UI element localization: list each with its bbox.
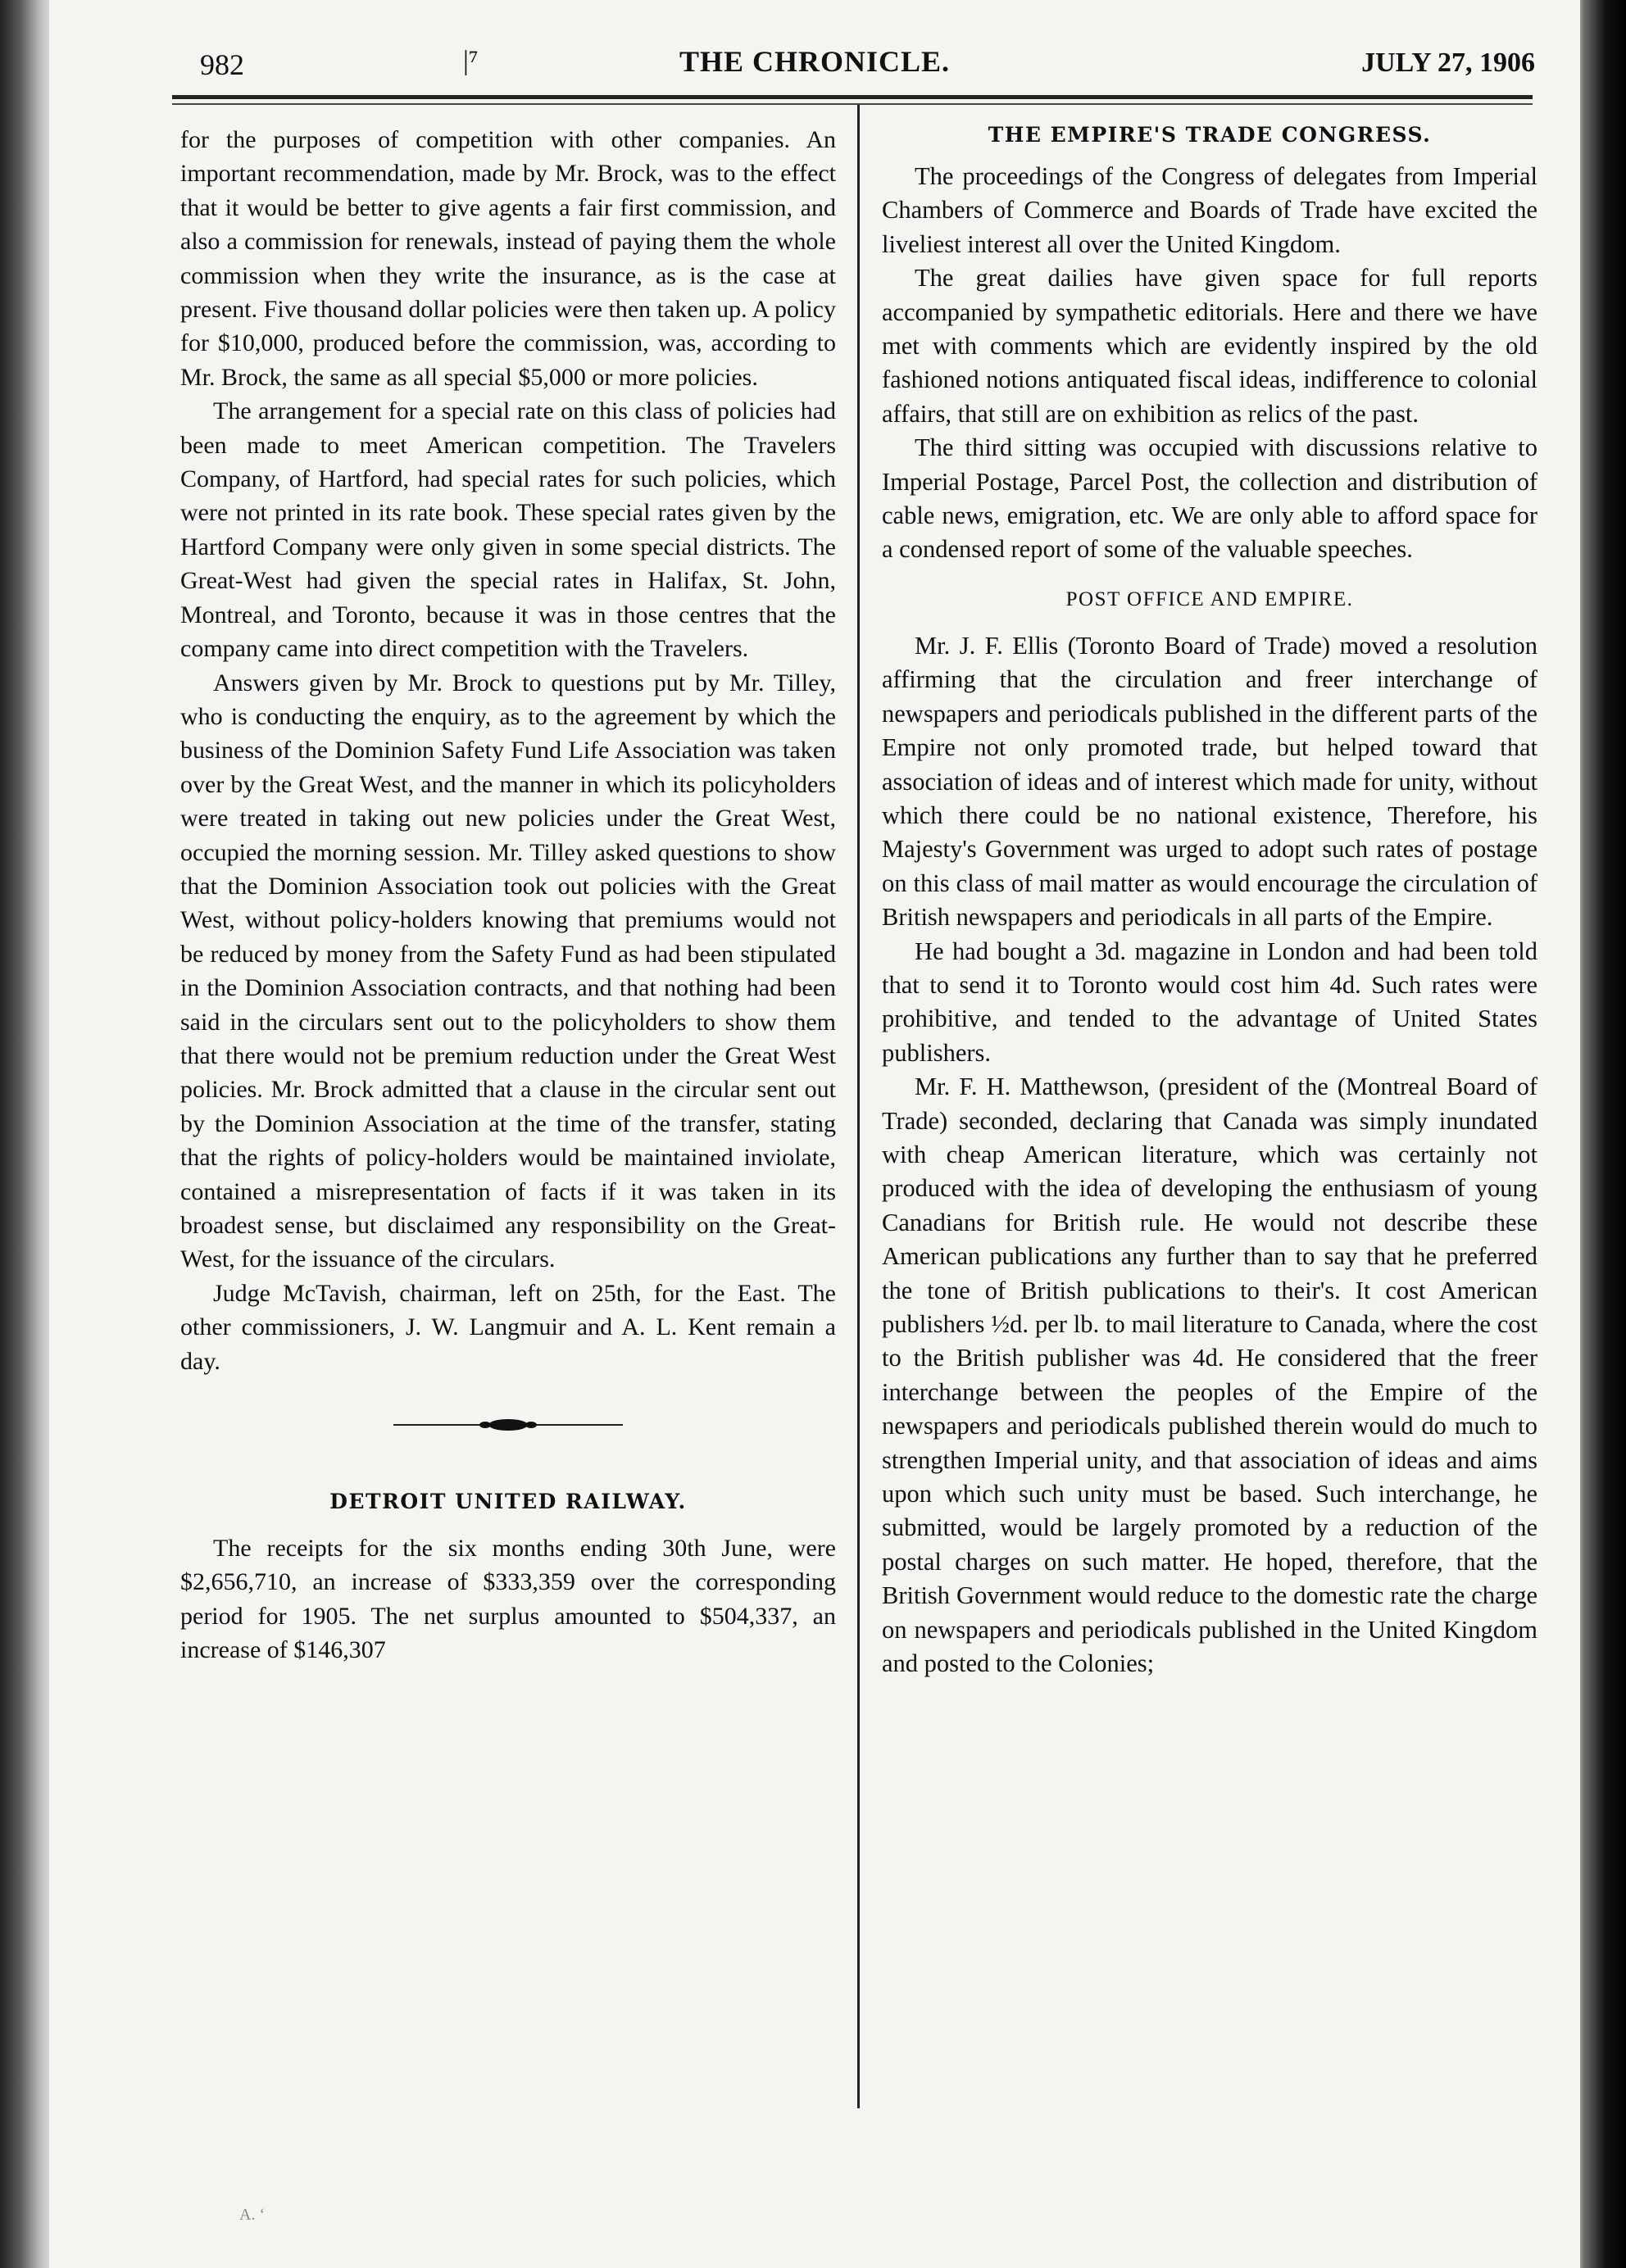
left-column (180, 123, 836, 1667)
paragraph: The proceedings of the Congress of delegates from Imperial Chambers of Commerce and Boards of Trade have excited the liveliest interest all over the United Kingdom. (882, 162, 1537, 258)
paragraph: The great dailies have given space for full reports accompanied by sympathetic editorials. Here and there we have met with comments which are evidently inspired by the old fashioned notions antiquated fiscal ideas, indifference to colonial affairs, that still are on exhibition as relics of the past. (882, 264, 1537, 428)
paragraph: Mr. F. H. Matthewson, (president of the (Montreal Board of Trade) seconded, declaring that Canada was simply inundated with cheap American literature, which was certainly not produced with the idea of developing the enthusiasm of young Canadians for British rule. He would not describe these American publications any further than to say that he preferred the tone of British publications to their's. It cost American publishers ½d. per lb. to mail literature to Canada, where the cost to the British publisher was 4d. He considered that the freer interchange between the peoples of the Empire of the newspapers and periodicals published therein would do much to strengthen Imperial unity, and that association of ideas and aims upon which such unity must be based. Such interchange, he submitted, would be largely promoted by a reduction of the postal charges on such matter. He hoped, therefore, that the British Government would reduce to the domestic rate the charge on newspapers and periodicals published in the United Kingdom and posted to the Colonies; (882, 1073, 1537, 1678)
paragraph: The receipts for the six months ending 30th June, were $2,656,710, an increase of $333,359 over the corresponding period for 1905. The net surplus amounted to $504,337, an increase of $146,307 (180, 1535, 836, 1664)
scan-edge-right (1574, 0, 1626, 2268)
column-divider (857, 105, 860, 2108)
page-number: 982 (200, 48, 244, 81)
running-head (49, 39, 1580, 88)
masthead-title: THE CHRONICLE. (679, 45, 951, 78)
paragraph: The arrangement for a special rate on this class of policies had been made to meet American competition. The Travelers Company, of Hartford, had special rates for such policies, which were not printed in its rate book. These special rates given by the Hartford Company were only given in some special districts. The Great-West had given the special rates in Halifax, St. John, Montreal, and Toronto, because it was in those centres that the company came into direct competition with the Travelers. (180, 397, 836, 663)
issue-date: JULY 27, 1906 (1361, 48, 1535, 78)
article-heading: THE EMPIRE'S TRADE CONGRESS. (988, 123, 1432, 147)
newspaper-page (49, 0, 1580, 2268)
section-ornament (180, 1413, 836, 1437)
paragraph: Mr. J. F. Ellis (Toronto Board of Trade) moved a resolution affirming that the circulation and freer interchange of newspapers and periodicals published in the different parts of the Empire not only promoted trade, but helped toward that association of ideas and of interest which made for unity, without which there could be no national existence, Therefore, his Majesty's Government was urged to adopt such rates of postage on this class of mail matter as would encourage the circulation of British newspapers and periodicals in all parts of the Empire. (882, 631, 1537, 932)
right-column (882, 123, 1537, 1681)
article-subheading: POST OFFICE AND EMPIRE. (1065, 587, 1354, 610)
ornament-rule-icon (393, 1413, 623, 1437)
body-block (882, 629, 1537, 1681)
paragraph: The third sitting was occupied with discussions relative to Imperial Postage, Parcel Post, the collection and distribution of cable news, emigration, etc. We are only able to afford space for a condensed report of some of the valuable speeches. (882, 433, 1537, 564)
paragraph: Answers given by Mr. Brock to questions put by Mr. Tilley, who is conducting the enquiry, as to the agreement by which the business of the Dominion Safety Fund Life Association was taken over by the Great West, and the manner in which its policyholders were treated in taking out new policies under the Great West, occupied the morning session. Mr. Tilley asked questions to show that the Dominion Association took out policies with the Great West, without policy-holders knowing that premiums would not be reduced by money from the Safety Fund as had been stipulated in the Dominion Association contracts, and that nothing had been said in the circulars sent out to the policyholders to show them that there would not be premium reduction under the Great West policies. Mr. Brock admitted that a clause in the circular sent out by the Dominion Association at the time of the transfer, stating that the rights of policy-holders would be maintained inviolate, contained a misrepresentation of facts if it was taken in its broadest sense, but disclaimed any responsibility on the Great-West, for the issuance of the circulars. (180, 669, 836, 1273)
intro-block (882, 160, 1537, 567)
tick-mark: |⁷ (463, 46, 479, 76)
paragraph: He had bought a 3d. magazine in London and had been told that to send it to Toronto would cost him 4d. Such rates were prohibitive, and tended to the advantage of United States publishers. (882, 937, 1537, 1067)
stray-mark: A. ʻ (239, 2206, 266, 2224)
paragraph: Judge McTavish, chairman, left on 25th, for the East. The other commissioners, J. W. Langmuir and A. L. Kent remain a day. (180, 1279, 836, 1375)
header-rule (172, 95, 1533, 99)
paragraph: for the purposes of competition with other companies. An important recommendation, made by Mr. Brock, was to the effect that it would be better to give agents a fair first commission, and also a commission for renewals, instead of paying them the whole commission when they write the insurance, as is the case at present. Five thousand dollar policies were then taken up. A policy for $10,000, produced before the commission, was, according to Mr. Brock, the same as all special $5,000 or more policies. (180, 126, 836, 391)
header-rule-thin (172, 103, 1533, 105)
section-heading: DETROIT UNITED RAILWAY. (329, 1490, 687, 1514)
